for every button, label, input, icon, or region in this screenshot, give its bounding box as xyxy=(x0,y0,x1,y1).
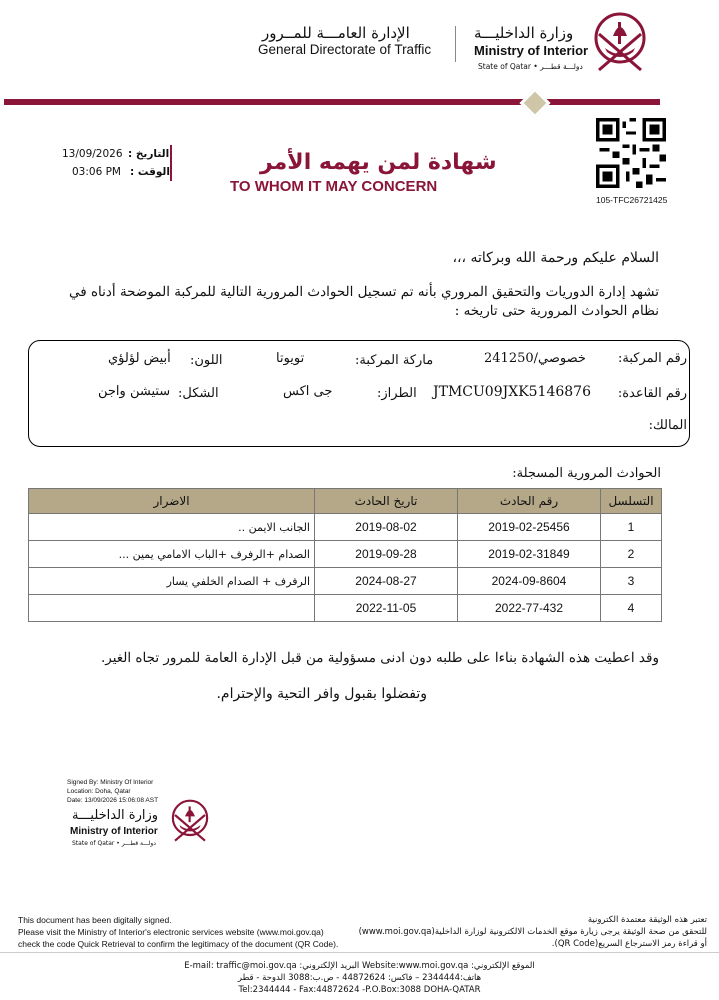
damage-cell: الصدام +الرفرف +الباب الامامي يمين ... xyxy=(29,541,315,568)
time-value: 03:06 PM xyxy=(72,166,121,178)
accident-no-cell: 2019-02-25456 xyxy=(458,514,601,541)
accidents-title: الحوادث المرورية المسجلة: xyxy=(512,466,661,481)
col-accident-date: تاريخ الحادث xyxy=(315,489,458,514)
seq-cell: 3 xyxy=(601,568,662,595)
title-english: TO WHOM IT MAY CONCERN xyxy=(230,178,438,195)
gdt-arabic-name: الإدارة العامـــة للمــرور xyxy=(262,24,410,42)
qatar-emblem-icon xyxy=(585,8,655,74)
footer-ar-line: تعتبر هذه الوثيقة معتمدة الكترونية xyxy=(587,915,707,925)
plate-label: رقم المركبة: xyxy=(618,351,687,366)
title-arabic: شهادة لمن يهمه الأمر xyxy=(260,150,497,175)
qr-reference-code: 105-TFC26721425 xyxy=(596,195,668,205)
header-band xyxy=(4,99,660,105)
model-label: الطراز: xyxy=(377,386,417,401)
date-value: 13/09/2026 xyxy=(62,148,123,160)
footer-contact xyxy=(0,960,719,996)
shape-value: ستيشن واجن xyxy=(98,384,171,399)
accident-date-cell: 2019-09-28 xyxy=(315,541,458,568)
signed-location: Location: Doha, Qatar xyxy=(67,788,131,795)
footer-arabic-note xyxy=(359,914,707,950)
header-separator xyxy=(455,26,456,62)
accidents-table xyxy=(28,488,662,622)
closing-statement: وقد اعطيت هذه الشهادة بناءا على طلبه دون ادنى مسؤولية من قبل الإدارة العامة للمرور تجاه الغير. xyxy=(100,650,659,666)
date-label: التاريخ : xyxy=(128,148,170,160)
time-label: الوقت : xyxy=(130,166,170,178)
owner-label: المالك: xyxy=(648,418,687,433)
table-row xyxy=(29,595,662,622)
intro-paragraph: تشهد إدارة الدوريات والتحقيق المروري بأنه تم تسجيل الحوادث المرورية التالية للمركبة الموضحة أدناه في نظام الحوادث المرورية حتى تاريخه : xyxy=(68,284,659,319)
state-of-qatar-label: State of Qatar • دولـــة قطـــر xyxy=(478,62,583,71)
contact-line: E-mail: traffic@moi.gov.qa :البريد الإلكتروني Website:www.moi.gov.qa :الموقع الإلكتروني xyxy=(184,961,535,971)
contact-line: Tel:2344444 - Fax:44872624 -P.O.Box:3088 DOHA-QATAR xyxy=(238,985,481,995)
damage-cell: الرفرف + الصدام الخلفي يسار xyxy=(29,568,315,595)
footer-en-line: check the code Quick Retrieval to confirm the legitimacy of the document (QR Code). xyxy=(18,939,339,949)
footer-ar-line: للتحقق من صحة الوثيقة يرجى زيارة موقع الخدمات الالكترونية لوزارة الداخلية(www.moi.gov.qa) xyxy=(358,927,707,937)
plate-value: خصوصي/241250 xyxy=(484,351,586,366)
moi-arabic-name: وزارة الداخليـــة xyxy=(474,24,574,42)
sig-moi-english: Ministry of Interior xyxy=(70,826,158,837)
damage-cell xyxy=(29,595,315,622)
qr-code-icon[interactable] xyxy=(596,118,666,188)
date-divider xyxy=(170,145,172,181)
sig-state-label: State of Qatar • دولـــة قطـــر xyxy=(72,840,156,847)
footer-ar-line: أو قراءة رمز الاسترجاع السريع(QR Code). xyxy=(551,939,707,949)
footer-en-line: This document has been digitally signed. xyxy=(18,915,172,925)
chassis-value: JTMCU09JXK5146876 xyxy=(433,384,591,400)
damage-cell: الجانب الايمن .. xyxy=(29,514,315,541)
color-label: اللون: xyxy=(190,353,223,368)
gdt-english-name: General Directorate of Traffic xyxy=(258,42,432,57)
chassis-label: رقم القاعدة: xyxy=(617,386,687,401)
accident-date-cell: 2024-08-27 xyxy=(315,568,458,595)
moi-english-name: Ministry of Interior xyxy=(474,43,589,58)
model-value: جى اكس xyxy=(283,384,333,399)
accident-date-cell: 2022-11-05 xyxy=(315,595,458,622)
footer-divider xyxy=(0,952,719,953)
closing-regards: وتفضلوا بقبول وافر التحية والإحترام. xyxy=(216,686,427,702)
shape-label: الشكل: xyxy=(178,386,219,401)
table-row xyxy=(29,514,662,541)
make-value: تويوتا xyxy=(276,351,305,366)
qatar-emblem-icon xyxy=(165,795,215,845)
col-damage: الاضرار xyxy=(29,489,315,514)
table-row xyxy=(29,568,662,595)
accident-date-cell: 2019-08-02 xyxy=(315,514,458,541)
col-seq: التسلسل xyxy=(601,489,662,514)
signed-date: Date: 13/09/2026 15:06:08 AST xyxy=(67,797,159,804)
seq-cell: 1 xyxy=(601,514,662,541)
seq-cell: 4 xyxy=(601,595,662,622)
sig-moi-arabic: وزارة الداخليـــة xyxy=(72,808,159,823)
accident-no-cell: 2022-77-432 xyxy=(458,595,601,622)
accident-no-cell: 2019-02-31849 xyxy=(458,541,601,568)
footer-en-line: Please visit the Ministry of Interior's electronic services website (www.moi.gov.qa) xyxy=(18,927,324,937)
footer-english-note xyxy=(18,914,338,950)
contact-line: هاتف:2344444 – فاكس: 44872624 - ص.ب:3088 الدوحة - قطر xyxy=(237,973,482,983)
table-row xyxy=(29,541,662,568)
color-value: أبيض لؤلؤي xyxy=(108,351,171,366)
accident-no-cell: 2024-09-8604 xyxy=(458,568,601,595)
make-label: ماركة المركبة: xyxy=(355,353,434,368)
col-accident-no: رقم الحادث xyxy=(458,489,601,514)
diamond-ornament xyxy=(519,87,550,118)
greeting: السلام عليكم ورحمة الله وبركاته ،،، xyxy=(452,250,659,266)
seq-cell: 2 xyxy=(601,541,662,568)
signed-by: Signed By: Ministry Of Interior xyxy=(67,779,154,786)
